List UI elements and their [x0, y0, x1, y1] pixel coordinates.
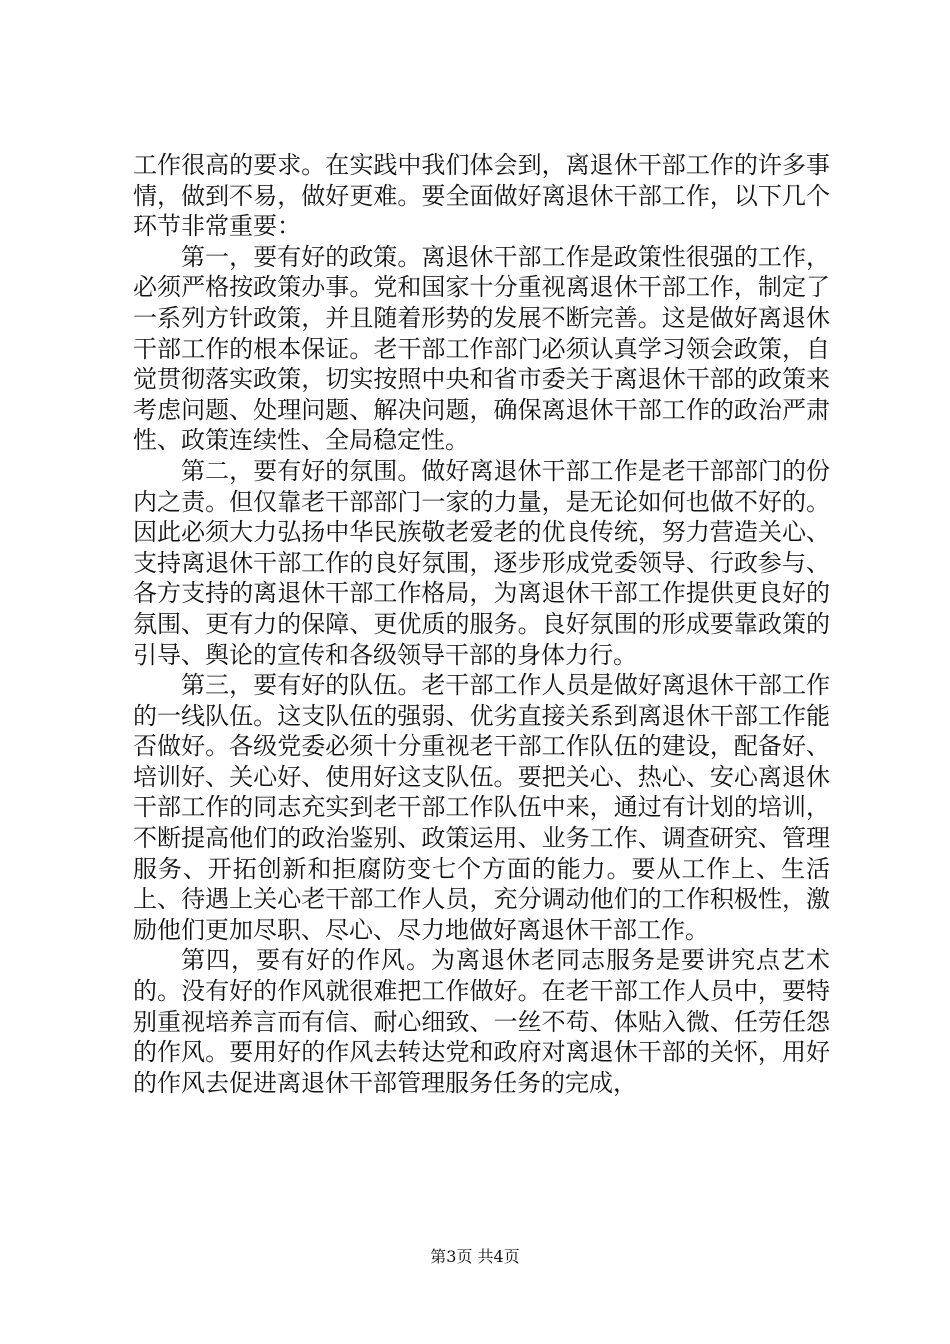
paragraph-team: 第三，要有好的队伍。老干部工作人员是做好离退休干部工作的一线队伍。这支队伍的强弱、优劣直接关系到离退休干部工作能否做好。各级党委必须十分重视老干部工作队伍的建设，配备好、培训好、关心好、使用好这支队伍。要把关心、热心、安心离退休干部工作的同志充实到老干部工作队伍中来，通过有计划的培训，不断提高他们的政治鉴别、政策运用、业务工作、调查研究、管理服务、开拓创新和拒腐防变七个方面的能力。要从工作上、生活上、待遇上关心老干部工作人员，充分调动他们的工作积极性，激励他们更加尽职、尽心、尽力地做好离退休干部工作。 [133, 671, 830, 944]
paragraph-style: 第四，要有好的作风。为离退休老同志服务是要讲究点艺术的。没有好的作风就很难把工作做好。在老干部工作人员中，要特别重视培养言而有信、耐心细致、一丝不苟、体贴入微、任劳任怨的作风。要用好的作风去转达党和政府对离退休干部的关怀，用好的作风去促进离退休干部管理服务任务的完成， [133, 946, 830, 1097]
document-body [133, 150, 830, 1098]
paragraph-policy: 第一，要有好的政策。离退休干部工作是政策性很强的工作，必须严格按政策办事。党和国家十分重视离退休干部工作，制定了一系列方针政策，并且随着形势的发展不断完善。这是做好离退休干部工作的根本保证。老干部工作部门必须认真学习领会政策，自觉贯彻落实政策，切实按照中央和省市委关于离退休干部的政策来考虑问题、处理问题、解决问题，确保离退休干部工作的政治严肃性、政策连续性、全局稳定性。 [133, 242, 830, 455]
paragraph-atmosphere: 第二，要有好的氛围。做好离退休干部工作是老干部部门的份内之责。但仅靠老干部部门一家的力量，是无论如何也做不好的。因此必须大力弘扬中华民族敬老爱老的优良传统，努力营造关心、支持离退休干部工作的良好氛围，逐步形成党委领导、行政参与、各方支持的离退休干部工作格局，为离退休干部工作提供更良好的氛围、更有力的保障、更优质的服务。良好氛围的形成要靠政策的引导、舆论的宣传和各级领导干部的身体力行。 [133, 456, 830, 669]
paragraph-continuation: 工作很高的要求。在实践中我们体会到，离退休干部工作的许多事情，做到不易，做好更难。要全面做好离退休干部工作，以下几个环节非常重要： [133, 151, 830, 241]
page-number-footer: 第3页 共4页 [430, 1247, 520, 1266]
